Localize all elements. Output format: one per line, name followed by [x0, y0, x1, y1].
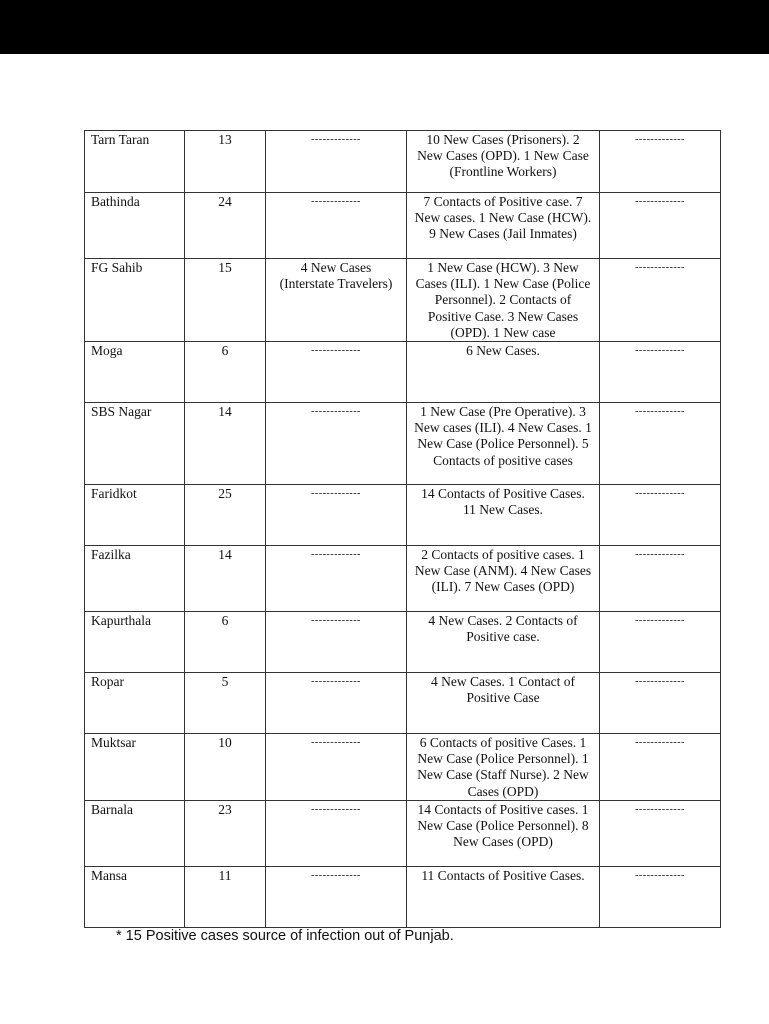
- remarks-cell-text: -------------: [635, 488, 685, 500]
- district-cell: [85, 131, 185, 193]
- district-cell: [85, 866, 185, 927]
- remarks-cell: [600, 734, 721, 801]
- remarks-cell: [600, 131, 721, 193]
- district-cell-text: Ropar: [91, 674, 124, 690]
- case-count-cell-text: 6: [221, 343, 229, 359]
- case-count-cell: [185, 734, 266, 801]
- case-count-cell-text: 23: [218, 801, 232, 817]
- travel-history-cell: [266, 673, 407, 734]
- case-count-cell: [185, 485, 266, 546]
- remarks-cell-text: -------------: [635, 803, 685, 815]
- district-cell-text: Fazilka: [91, 547, 131, 563]
- remarks-cell-text: -------------: [635, 615, 685, 627]
- remarks-cell-text: -------------: [635, 406, 685, 418]
- case-count-cell-text: 14: [218, 547, 232, 563]
- travel-history-cell-text: -------------: [311, 406, 361, 418]
- case-count-cell: [185, 612, 266, 673]
- travel-history-cell: [266, 612, 407, 673]
- remarks-cell: [600, 485, 721, 546]
- travel-history-cell-text: -------------: [311, 134, 361, 145]
- local-cases-cell: [407, 546, 600, 612]
- footnote: * 15 Positive cases source of infection out of Punjab.: [116, 928, 454, 944]
- case-count-cell: [185, 342, 266, 403]
- table-row: [85, 259, 721, 342]
- local-cases-cell-text: 4 New Cases. 1 Contact of Positive Case: [431, 674, 575, 706]
- travel-history-cell: [266, 403, 407, 485]
- table-row: [85, 131, 721, 193]
- local-cases-cell-text: 1 New Case (Pre Operative). 3 New cases (ILI). 4 New Cases. 1 New Case (Police Personnel). 5 Contacts of positive cases: [414, 404, 592, 468]
- district-cell-text: Bathinda: [91, 194, 140, 209]
- local-cases-cell: [407, 342, 600, 403]
- district-cell-text: Muktsar: [91, 735, 136, 751]
- case-count-cell-text: 13: [218, 132, 232, 147]
- travel-history-cell-text: -------------: [311, 196, 361, 207]
- table-row: [85, 403, 721, 485]
- travel-history-cell: [266, 342, 407, 403]
- district-cell: [85, 612, 185, 673]
- district-cell-text: Faridkot: [91, 486, 137, 502]
- travel-history-cell-text: -------------: [311, 737, 361, 749]
- district-cell-text: Mansa: [91, 867, 127, 883]
- local-cases-cell: [407, 193, 600, 259]
- local-cases-cell: [407, 403, 600, 485]
- district-cell-text: Kapurthala: [91, 613, 151, 629]
- table-row: [85, 866, 721, 927]
- district-cell: [85, 403, 185, 485]
- table-row: [85, 485, 721, 546]
- remarks-cell-text: -------------: [635, 262, 685, 273]
- local-cases-cell-text: 7 Contacts of Positive case. 7 New cases. 1 New Case (HCW). 9 New Cases (Jail Inmates): [414, 194, 592, 242]
- travel-history-cell-text: -------------: [311, 803, 361, 815]
- remarks-cell: [600, 193, 721, 259]
- case-count-cell: [185, 403, 266, 485]
- table-row: [85, 612, 721, 673]
- remarks-cell: [600, 259, 721, 342]
- travel-history-cell-text: -------------: [311, 549, 361, 561]
- case-count-cell: [185, 193, 266, 259]
- district-cell-text: FG Sahib: [91, 260, 143, 275]
- remarks-cell-text: -------------: [635, 134, 685, 145]
- table-row: [85, 734, 721, 801]
- district-cell: [85, 259, 185, 342]
- travel-history-cell: [266, 734, 407, 801]
- table-row: [85, 800, 721, 866]
- top-black-bar: [0, 0, 769, 54]
- case-count-cell-text: 24: [218, 194, 232, 209]
- case-count-cell: [185, 866, 266, 927]
- district-cell: [85, 546, 185, 612]
- local-cases-cell-text: 1 New Case (HCW). 3 New Cases (ILI). 1 New Case (Police Personnel). 2 Contacts of Positive Case. 3 New Cases (OPD). 1 New case: [415, 260, 591, 340]
- remarks-cell: [600, 403, 721, 485]
- local-cases-cell-text: 4 New Cases. 2 Contacts of Positive case.: [428, 613, 578, 645]
- travel-history-cell: [266, 800, 407, 866]
- travel-history-cell: [266, 259, 407, 342]
- local-cases-cell-text: 6 New Cases.: [466, 343, 540, 359]
- remarks-cell-text: -------------: [635, 345, 685, 357]
- case-count-cell-text: 5: [221, 674, 229, 690]
- travel-history-cell-text: -------------: [311, 345, 361, 357]
- remarks-cell: [600, 546, 721, 612]
- district-cell: [85, 342, 185, 403]
- remarks-cell-text: -------------: [635, 676, 685, 688]
- remarks-cell-text: -------------: [635, 869, 685, 881]
- case-count-cell-text: 15: [218, 260, 232, 275]
- local-cases-cell: [407, 131, 600, 193]
- travel-history-cell: [266, 866, 407, 927]
- case-count-cell-text: 25: [218, 486, 232, 502]
- local-cases-cell: [407, 485, 600, 546]
- travel-history-cell: [266, 131, 407, 193]
- district-cell: [85, 800, 185, 866]
- case-count-cell-text: 11: [218, 867, 232, 883]
- table-body: [85, 131, 721, 928]
- table-row: [85, 342, 721, 403]
- remarks-cell: [600, 612, 721, 673]
- remarks-cell: [600, 800, 721, 866]
- travel-history-cell-text: -------------: [311, 615, 361, 627]
- local-cases-cell-text: 2 Contacts of positive cases. 1 New Case (ANM). 4 New Cases (ILI). 7 New Cases (OPD): [414, 547, 592, 595]
- district-cell: [85, 193, 185, 259]
- table-row: [85, 193, 721, 259]
- remarks-cell: [600, 866, 721, 927]
- local-cases-cell: [407, 673, 600, 734]
- local-cases-cell-text: 6 Contacts of positive Cases. 1 New Case (Police Personnel). 1 New Case (Staff Nurse). 2 New Cases (OPD): [417, 735, 589, 799]
- remarks-cell-text: -------------: [635, 196, 685, 207]
- table-row: [85, 546, 721, 612]
- case-count-cell: [185, 131, 266, 193]
- travel-history-cell: [266, 193, 407, 259]
- local-cases-cell: [407, 866, 600, 927]
- district-cell: [85, 485, 185, 546]
- case-count-cell: [185, 546, 266, 612]
- table-row: [85, 673, 721, 734]
- local-cases-cell-text: 10 New Cases (Prisoners). 2 New Cases (OPD). 1 New Case (Frontline Workers): [417, 132, 589, 180]
- travel-history-cell-text: -------------: [311, 488, 361, 500]
- remarks-cell-text: -------------: [635, 737, 685, 749]
- local-cases-cell: [407, 612, 600, 673]
- case-count-cell-text: 14: [218, 404, 232, 420]
- local-cases-cell-text: 14 Contacts of Positive cases. 1 New Case (Police Personnel). 8 New Cases (OPD): [417, 801, 589, 850]
- case-count-cell: [185, 673, 266, 734]
- local-cases-cell: [407, 800, 600, 866]
- local-cases-cell-text: 11 Contacts of Positive Cases.: [421, 867, 585, 883]
- travel-history-cell: [266, 546, 407, 612]
- local-cases-cell-text: 14 Contacts of Positive Cases. 11 New Cases.: [421, 486, 585, 518]
- case-count-cell-text: 10: [218, 735, 232, 751]
- district-cell-text: SBS Nagar: [91, 404, 152, 420]
- district-cell: [85, 734, 185, 801]
- local-cases-cell: [407, 259, 600, 342]
- district-cell-text: Moga: [91, 343, 123, 359]
- case-count-cell-text: 6: [221, 613, 229, 629]
- district-cell-text: Tarn Taran: [91, 132, 150, 147]
- case-count-cell: [185, 259, 266, 342]
- district-cell-text: Barnala: [91, 801, 133, 817]
- remarks-cell: [600, 673, 721, 734]
- case-count-cell: [185, 800, 266, 866]
- travel-history-cell: [266, 485, 407, 546]
- travel-history-cell-text: -------------: [311, 869, 361, 881]
- district-cell: [85, 673, 185, 734]
- remarks-cell: [600, 342, 721, 403]
- remarks-cell-text: -------------: [635, 549, 685, 561]
- travel-history-cell-text: 4 New Cases (Interstate Travelers): [279, 260, 393, 292]
- local-cases-cell: [407, 734, 600, 801]
- district-cases-table: [84, 130, 721, 928]
- travel-history-cell-text: -------------: [311, 676, 361, 688]
